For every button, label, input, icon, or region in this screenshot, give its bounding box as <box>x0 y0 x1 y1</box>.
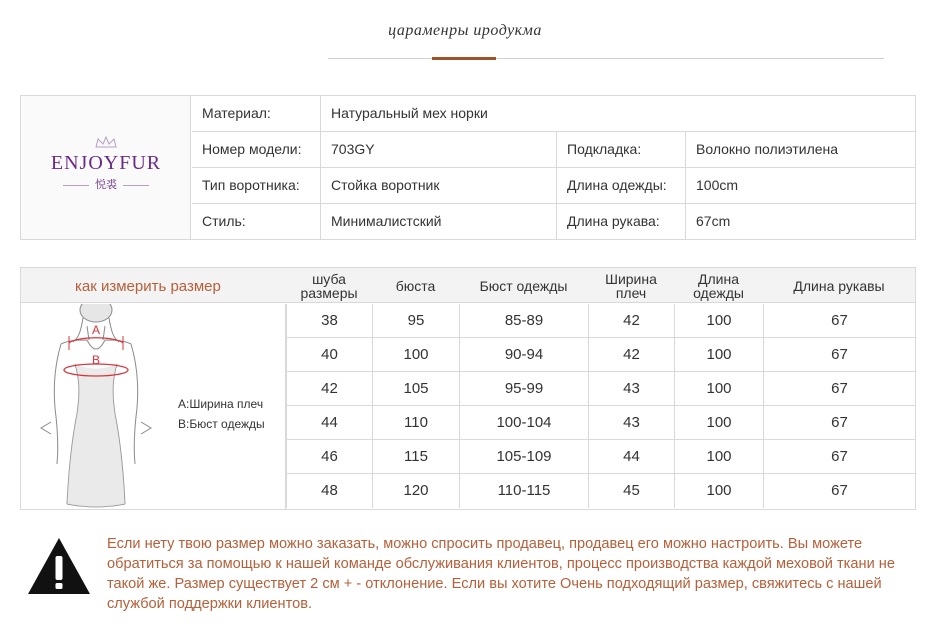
table-cell: 42 <box>286 372 372 406</box>
table-cell: 100 <box>674 338 763 372</box>
info-value: 100cm <box>696 177 739 193</box>
brand-name: ENJOYFUR <box>50 152 162 174</box>
info-value: Минималистский <box>321 204 557 239</box>
column-header: Бюст одежды <box>479 277 568 294</box>
table-cell: 67 <box>763 406 915 440</box>
table-cell: 48 <box>286 474 372 508</box>
table-cell: 46 <box>286 440 372 474</box>
info-label: Подкладка: <box>557 132 686 167</box>
table-cell: 100-104 <box>459 406 588 440</box>
info-label: Материал: <box>192 96 321 131</box>
table-cell: 85-89 <box>459 304 588 338</box>
marker-b: B <box>91 353 101 367</box>
column-header: Длина одежды <box>693 270 744 301</box>
info-row <box>192 96 915 132</box>
table-cell: 67 <box>763 474 915 508</box>
column-header: Ширина плеч <box>605 270 657 301</box>
column-header: бюста <box>395 277 436 294</box>
column-header: Длина рукавы <box>793 277 885 294</box>
table-cell: 67 <box>763 338 915 372</box>
size-chart-table <box>20 267 916 510</box>
table-cell: 44 <box>286 406 372 440</box>
table-cell: 105 <box>372 372 459 406</box>
brand-logo <box>21 96 191 239</box>
info-label: Стиль: <box>192 204 321 239</box>
legend-item: A:Ширина плеч <box>178 397 264 411</box>
product-info-table <box>20 95 916 240</box>
info-row <box>192 168 915 204</box>
table-cell: 120 <box>372 474 459 508</box>
header-accent-bar <box>432 57 496 60</box>
brand-subtitle: 悦裘 <box>21 176 191 192</box>
info-row <box>192 132 915 168</box>
info-label: Номер модели: <box>192 132 321 167</box>
table-cell: 100 <box>372 338 459 372</box>
table-row <box>286 474 915 508</box>
info-value: Натуральный мех норки <box>331 105 488 121</box>
column-header: шуба размеры <box>300 270 358 301</box>
size-notice <box>0 530 930 620</box>
table-cell: 95-99 <box>459 372 588 406</box>
crown-icon <box>94 136 118 148</box>
table-cell: 90-94 <box>459 338 588 372</box>
table-cell: 100 <box>674 440 763 474</box>
measurement-figure <box>21 304 286 510</box>
table-cell: 42 <box>588 338 674 372</box>
dress-sketch-icon <box>21 304 171 510</box>
page-title: цараменры иродукма <box>388 22 542 39</box>
info-row <box>192 204 915 240</box>
info-label: Тип воротника: <box>192 168 321 203</box>
table-cell: 105-109 <box>459 440 588 474</box>
info-label: Длина одежды: <box>557 168 686 203</box>
info-value: 703GY <box>321 132 557 167</box>
table-cell: 67 <box>763 372 915 406</box>
notice-text: Если нету твою размер можно заказать, можно спросить продавец, продавец его можно настроить. Вы можете обратиться за помощью к нашей команде обслуживания клиентов, процесс производства каждой меховой ткани не такой же. Размер существует 2 см + - отклонение. Если вы хотите Очень подходящий размер, свяжитесь с нашей службой поддержки клиентов. <box>107 536 895 612</box>
table-cell: 67 <box>763 440 915 474</box>
size-table-header <box>21 268 915 303</box>
table-cell: 40 <box>286 338 372 372</box>
size-grid <box>286 304 915 510</box>
table-cell: 100 <box>674 406 763 440</box>
info-value: Волокно полиэтилена <box>696 141 839 157</box>
table-cell: 67 <box>763 304 915 338</box>
table-cell: 100 <box>674 474 763 508</box>
table-cell: 45 <box>588 474 674 508</box>
table-cell: 43 <box>588 406 674 440</box>
warning-icon <box>26 536 92 596</box>
table-cell: 100 <box>674 304 763 338</box>
info-label: Длина рукава: <box>557 204 686 239</box>
table-cell: 42 <box>588 304 674 338</box>
table-cell: 115 <box>372 440 459 474</box>
table-row <box>286 406 915 440</box>
marker-a: A <box>91 323 101 337</box>
table-cell: 38 <box>286 304 372 338</box>
table-cell: 110 <box>372 406 459 440</box>
page-header <box>0 0 930 70</box>
table-row <box>286 338 915 372</box>
table-cell: 110-115 <box>459 474 588 508</box>
info-value: 67cm <box>696 213 731 229</box>
measure-legend <box>178 394 265 434</box>
table-row <box>286 440 915 474</box>
table-cell: 100 <box>674 372 763 406</box>
legend-item: B:Бюст одежды <box>178 417 265 431</box>
table-row <box>286 304 915 338</box>
table-cell: 44 <box>588 440 674 474</box>
table-cell: 43 <box>588 372 674 406</box>
table-cell: 95 <box>372 304 459 338</box>
info-value: Стойка воротник <box>321 168 557 203</box>
how-to-measure-title: как измерить размер <box>75 278 221 295</box>
header-divider <box>328 58 884 59</box>
table-row <box>286 372 915 406</box>
